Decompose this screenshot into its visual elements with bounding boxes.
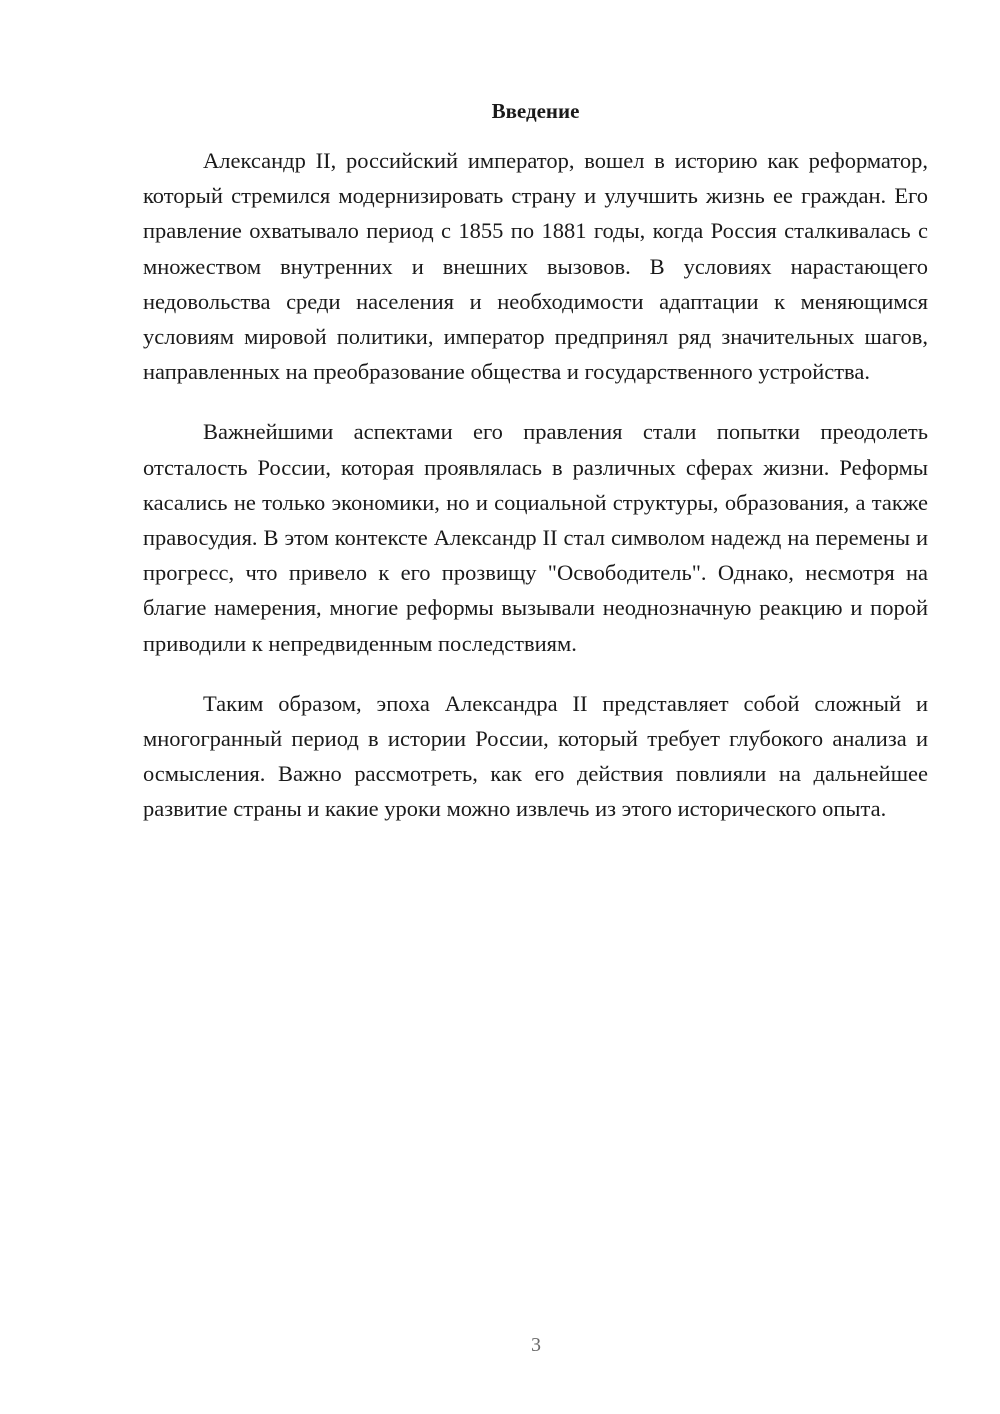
body-text — [143, 143, 928, 852]
paragraph-1: Александр II, российский император, вошел в историю как реформатор, который стремился модернизировать страну и улучшить жизнь ее граждан. Его правление охватывало период с 1855 по 1881 годы, когда Россия сталкивалась с множеством внутренних и внешних вызовов. В условиях нарастающего недовольства среди населения и необходимости адаптации к меняющимся условиям мировой политики, император предпринял ряд значительных шагов, направленных на преобразование общества и государственного устройства. — [143, 148, 928, 385]
paragraph-2: Важнейшими аспектами его правления стали попытки преодолеть отсталость России, которая проявлялась в различных сферах жизни. Реформы касались не только экономики, но и социальной структуры, образования, а также правосудия. В этом контексте Александр II стал символом надежд на перемены и прогресс, что привело к его прозвищу "Освободитель". Однако, несмотря на благие намерения, многие реформы вызывали неоднозначную реакцию и порой приводили к непредвиденным последствиям. — [143, 419, 928, 656]
section-heading: Введение — [491, 99, 580, 123]
page-number: 3 — [531, 1334, 541, 1356]
paragraph-3: Таким образом, эпоха Александра II представляет собой сложный и многогранный период в истории России, который требует глубокого анализа и осмысления. Важно рассмотреть, как его действия повлияли на дальнейшее развитие страны и какие уроки можно извлечь из этого исторического опыта. — [143, 690, 928, 822]
